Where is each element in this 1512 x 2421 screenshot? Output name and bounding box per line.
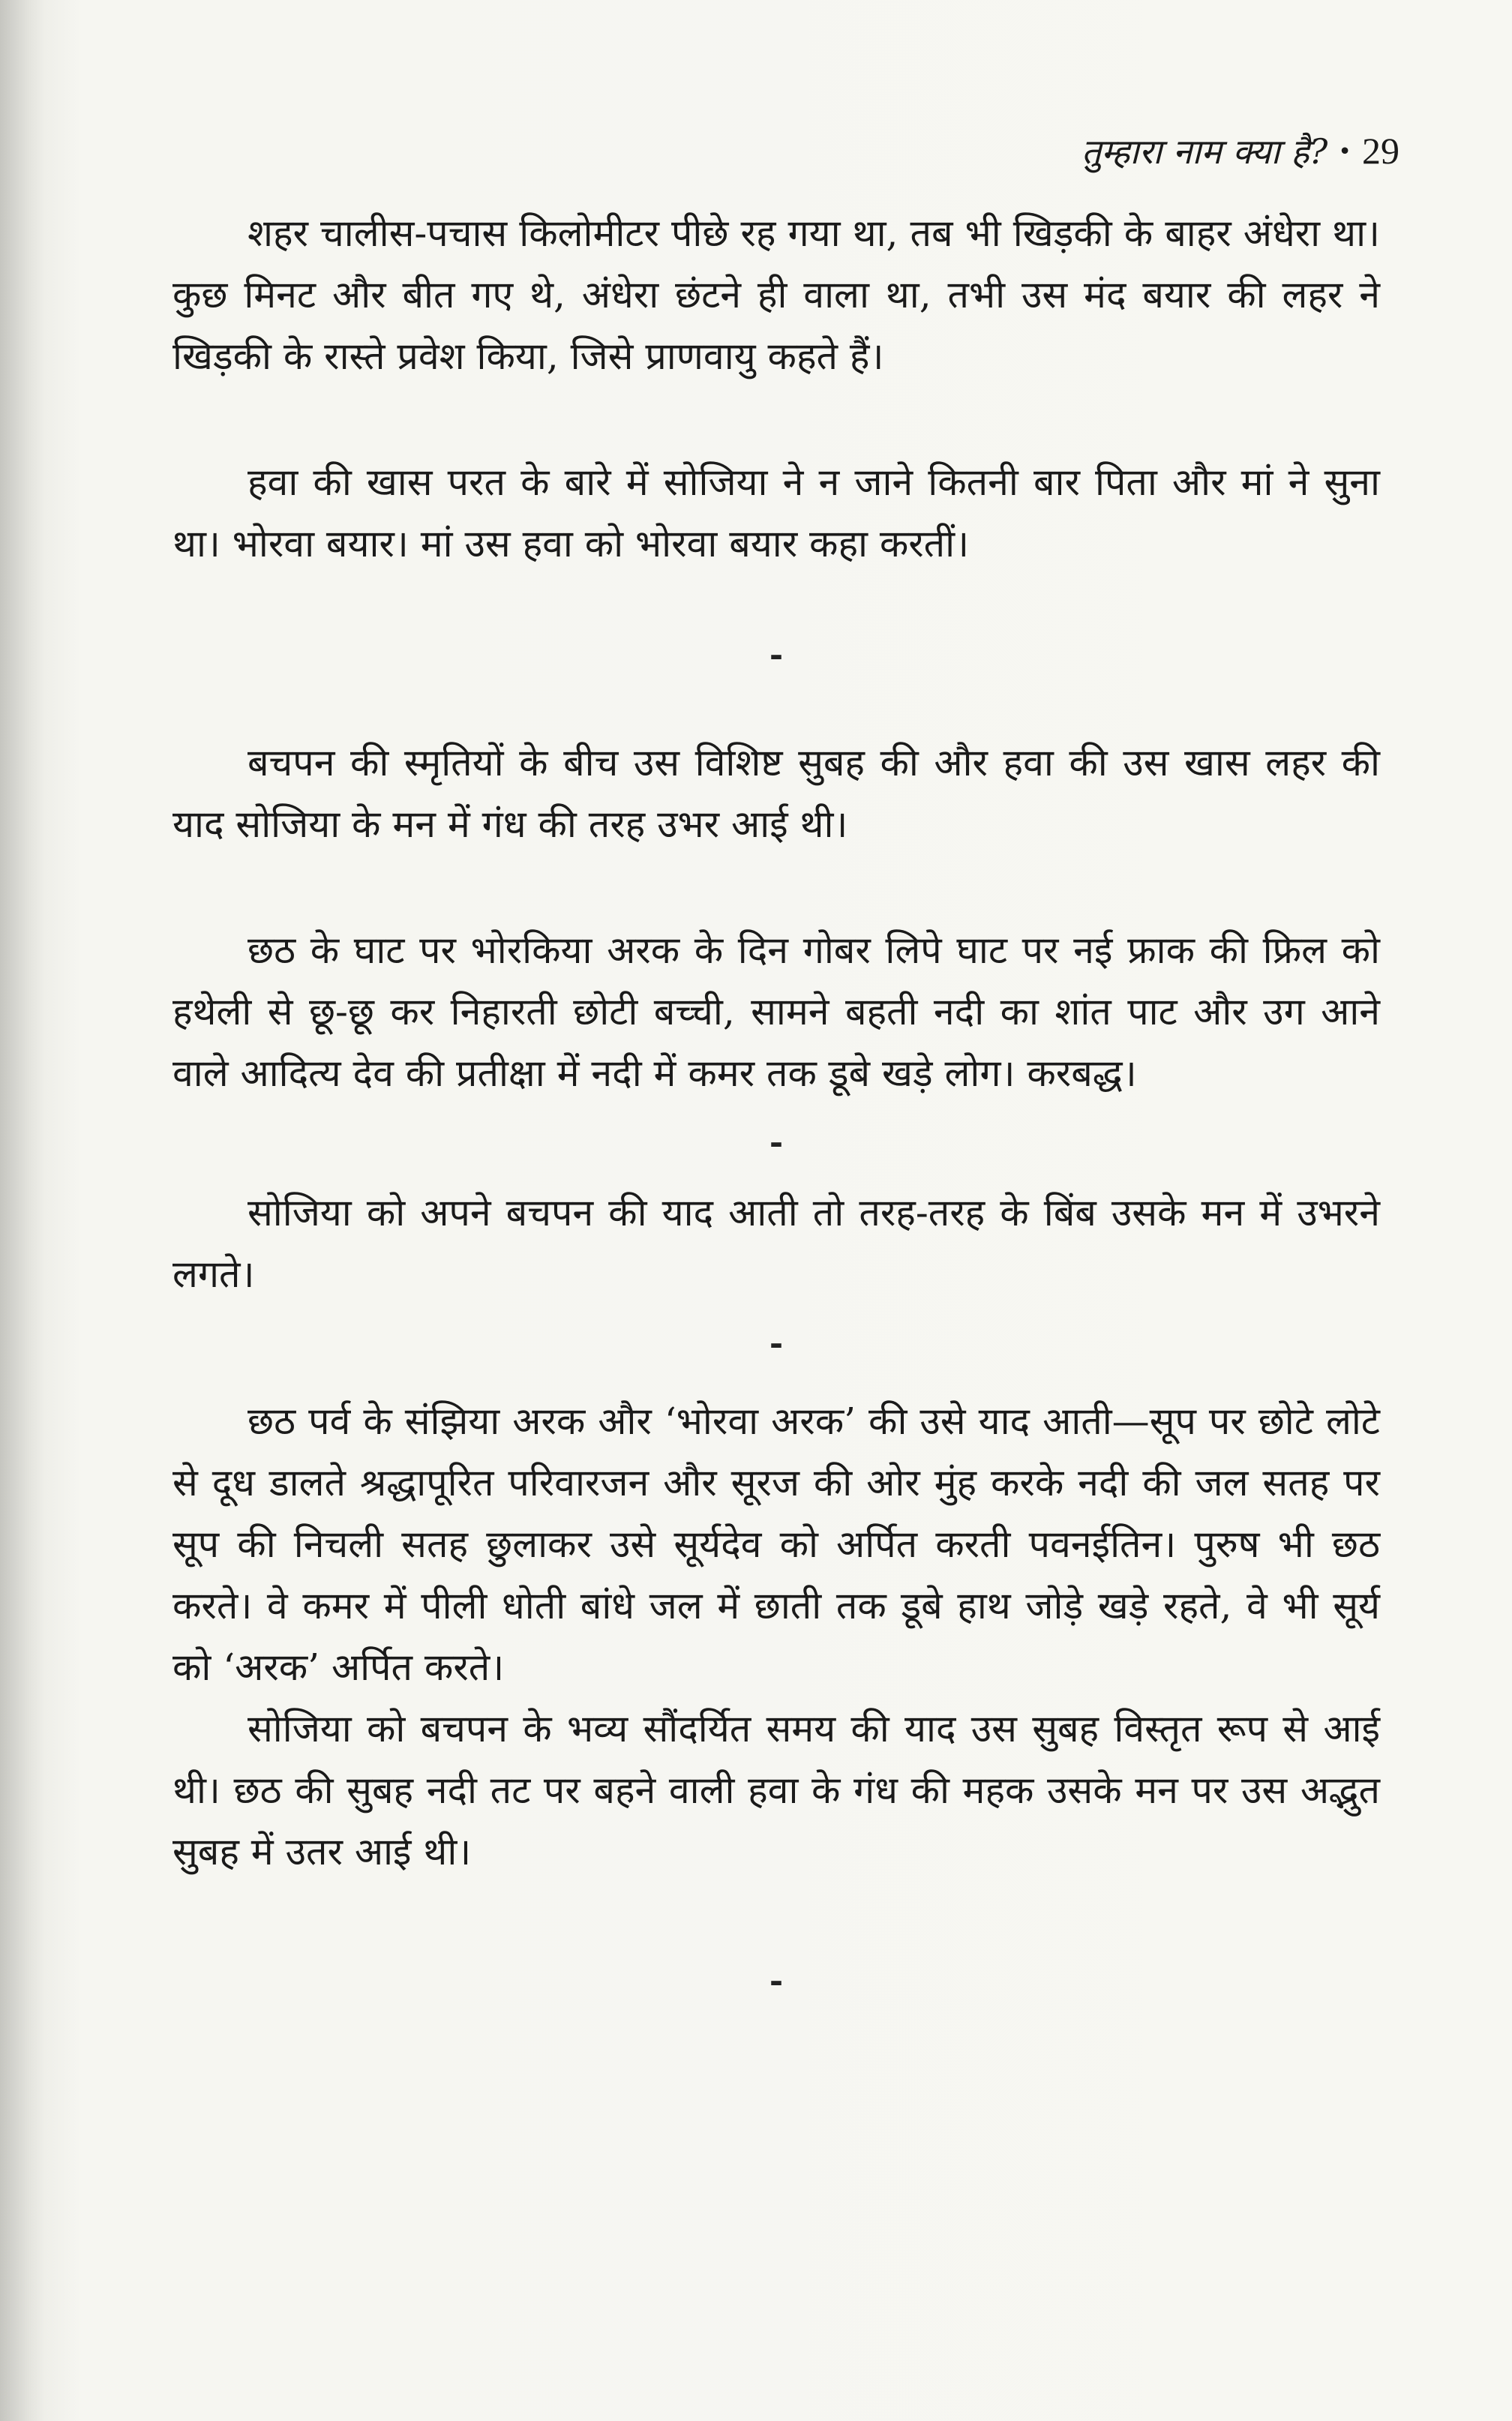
section-break-1: - <box>769 636 784 674</box>
running-head-title: तुम्हारा नाम क्या है? <box>1082 131 1328 172</box>
paragraph-7: सोजिया को बचपन के भव्य सौंदर्यित समय की याद उस सुबह विस्तृत रूप से आई थी। छठ की सुबह नदी तट पर बहने वाली हवा के गंध की महक उसके मन पर उस अद्भुत सुबह में उतर आई थी। <box>172 1707 1380 1874</box>
paragraph-2: हवा की खास परत के बारे में सोजिया ने न जाने कितनी बार पिता और मां ने सुना था। भोरवा बयार। मां उस हवा को भोरवा बयार कहा करतीं। <box>172 460 1380 566</box>
paragraph-5: सोजिया को अपने बचपन की याद आती तो तरह-तरह के बिंब उसके मन में उभरने लगते। <box>172 1191 1380 1296</box>
page-body <box>172 202 1380 2058</box>
page-number: 29 <box>1362 130 1400 172</box>
paragraph-3: बचपन की स्मृतियों के बीच उस विशिष्ट सुबह की और हवा की उस खास लहर की याद सोजिया के मन में गंध की तरह उभर आई थी। <box>172 741 1380 846</box>
paragraph-4: छठ के घाट पर भोरकिया अरक के दिन गोबर लिपे घाट पर नई फ्राक की फ्रिल को हथेली से छू-छू कर निहारती छोटी बच्ची, सामने बहती नदी का शांत पाट और उग आने वाले आदित्य देव की प्रतीक्षा में नदी में कमर तक डूबे खड़े लोग। करबद्ध। <box>172 928 1380 1095</box>
paragraph-6: छठ पर्व के संझिया अरक और ‘भोरवा अरक’ की उसे याद आती—सूप पर छोटे लोटे से दूध डालते श्रद्धापूरित परिवारजन और सूरज की ओर मुंह करके नदी की जल सतह पर सूप की निचली सतह छुलाकर उसे सूर्यदेव को अर्पित करती पवनईतिन। पुरुष भी छठ करते। वे कमर में पीली धोती बांधे जल में छाती तक डूबे हाथ जोड़े खड़े रहते, वे भी सूर्य को ‘अरक’ अर्पित करते। <box>172 1400 1380 1689</box>
running-head-bullet: • <box>1338 139 1352 165</box>
running-head <box>1082 128 1400 174</box>
section-break-2: - <box>769 1124 784 1162</box>
paragraph-1: शहर चालीस-पचास किलोमीटर पीछे रह गया था, तब भी खिड़की के बाहर अंधेरा था। कुछ मिनट और बीत गए थे, अंधेरा छंटने ही वाला था, तभी उस मंद बयार की लहर ने खिड़की के रास्ते प्रवेश किया, जिसे प्राणवायु कहते हैं। <box>172 212 1380 378</box>
section-break-3: - <box>769 1324 784 1363</box>
spine-shadow <box>0 0 45 2421</box>
section-break-4: - <box>769 1962 784 2000</box>
